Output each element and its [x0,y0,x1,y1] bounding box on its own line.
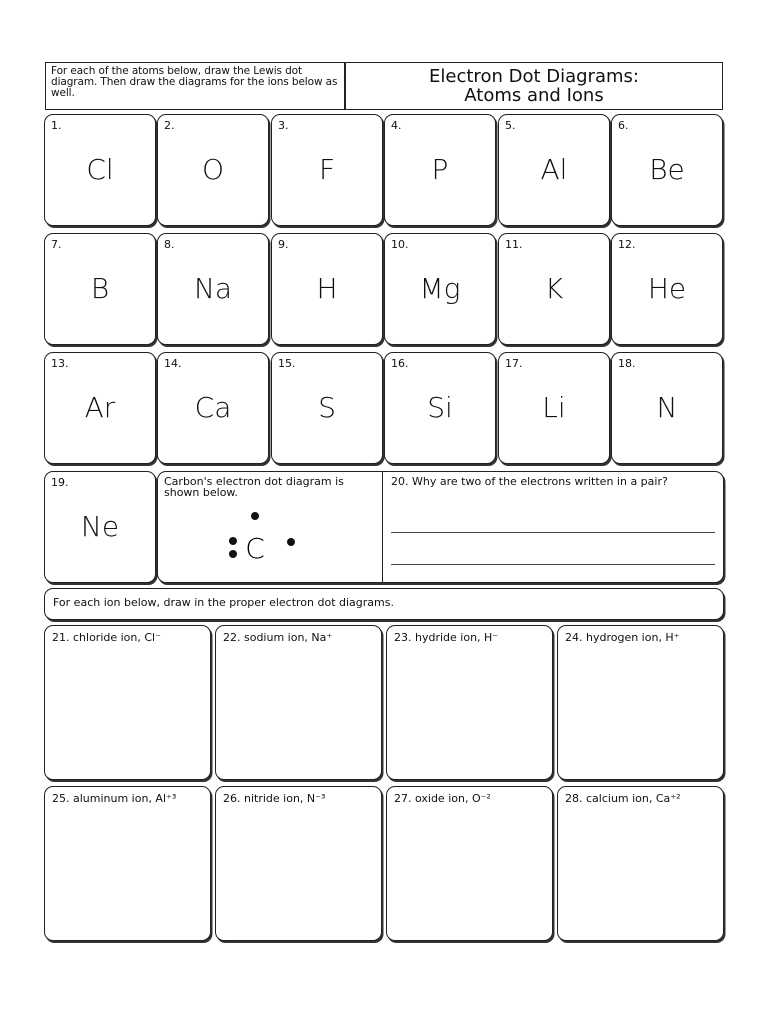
ion-label: 27. oxide ion, O⁻² [394,792,491,805]
ion-label: 28. calcium ion, Ca⁺² [565,792,681,805]
atom-card-3[interactable] [271,114,383,226]
ion-label: 24. hydrogen ion, H⁺ [565,631,680,644]
atom-symbol: Ne [80,510,120,543]
carbon-symbol: C [245,532,265,565]
carbon-example-card [157,471,383,583]
title-line-1: Electron Dot Diagrams: [429,66,639,87]
atom-card-19[interactable] [44,471,156,583]
atom-number: 11. [505,238,523,251]
atom-number: 14. [164,357,182,370]
atom-number: 9. [278,238,289,251]
atom-number: 1. [51,119,62,132]
ion-label: 23. hydride ion, H⁻ [394,631,499,644]
ion-card-28[interactable] [557,786,724,941]
atom-card-18[interactable] [611,352,723,464]
ion-card-24[interactable] [557,625,724,780]
atom-card-9[interactable] [271,233,383,345]
atom-symbol: Cl [86,153,114,186]
answer-line[interactable] [391,532,715,533]
atom-number: 19. [51,476,69,489]
atom-card-13[interactable] [44,352,156,464]
question-20-card [382,471,724,583]
ion-label: 25. aluminum ion, Al⁺³ [52,792,177,805]
atom-symbol: Na [193,272,233,305]
ion-label: 21. chloride ion, Cl⁻ [52,631,161,644]
atom-card-11[interactable] [498,233,610,345]
atom-number: 10. [391,238,409,251]
atom-symbol: N [656,391,678,424]
atom-card-12[interactable] [611,233,723,345]
ion-card-26[interactable] [215,786,382,941]
atom-number: 6. [618,119,629,132]
atom-card-14[interactable] [157,352,269,464]
electron-dot [229,550,237,558]
atom-number: 4. [391,119,402,132]
atom-number: 17. [505,357,523,370]
atom-number: 18. [618,357,636,370]
question-20-text: 20. Why are two of the electrons written in a pair? [391,475,668,488]
atom-symbol: F [318,153,336,186]
atom-card-8[interactable] [157,233,269,345]
atom-number: 2. [164,119,175,132]
atom-card-1[interactable] [44,114,156,226]
atom-number: 16. [391,357,409,370]
carbon-example-text: Carbon's electron dot diagram is shown below. [164,475,344,499]
title-box [345,62,723,110]
atom-symbol: He [647,272,687,305]
atom-symbol: Be [649,153,685,186]
ion-card-22[interactable] [215,625,382,780]
atom-card-15[interactable] [271,352,383,464]
atom-symbol: Ar [84,391,116,424]
answer-line[interactable] [391,564,715,565]
carbon-dot-diagram [218,506,318,566]
title-line-2: Atoms and Ions [464,85,604,106]
atom-number: 5. [505,119,516,132]
atom-symbol: Si [427,391,453,424]
electron-dot [287,538,295,546]
ion-label: 26. nitride ion, N⁻³ [223,792,326,805]
atom-card-7[interactable] [44,233,156,345]
atom-number: 7. [51,238,62,251]
ion-instructions-text: For each ion below, draw in the proper electron dot diagrams. [53,596,394,609]
ion-card-25[interactable] [44,786,211,941]
atom-card-6[interactable] [611,114,723,226]
atom-symbol: Al [540,153,568,186]
atom-number: 8. [164,238,175,251]
electron-dot [251,512,259,520]
ion-instructions-box [44,588,724,620]
atom-card-2[interactable] [157,114,269,226]
atom-symbol: H [316,272,338,305]
atom-symbol: O [201,153,225,186]
ion-card-21[interactable] [44,625,211,780]
ion-label: 22. sodium ion, Na⁺ [223,631,333,644]
atom-symbol: B [90,272,110,305]
instructions-text: For each of the atoms below, draw the Lewis dot diagram. Then draw the diagrams for the ions below as well. [51,65,338,99]
atom-card-17[interactable] [498,352,610,464]
electron-dot [229,537,237,545]
atom-symbol: Ca [194,391,232,424]
atom-symbol: Mg [419,272,461,305]
atom-number: 15. [278,357,296,370]
atom-symbol: P [431,153,449,186]
atom-card-4[interactable] [384,114,496,226]
ion-card-27[interactable] [386,786,553,941]
atom-symbol: K [544,272,564,305]
ion-card-23[interactable] [386,625,553,780]
atom-card-16[interactable] [384,352,496,464]
atom-symbol: S [318,391,336,424]
atom-number: 12. [618,238,636,251]
atom-number: 3. [278,119,289,132]
instructions-box [45,62,345,110]
atom-card-5[interactable] [498,114,610,226]
atom-symbol: Li [542,391,566,424]
atom-card-10[interactable] [384,233,496,345]
atom-number: 13. [51,357,69,370]
